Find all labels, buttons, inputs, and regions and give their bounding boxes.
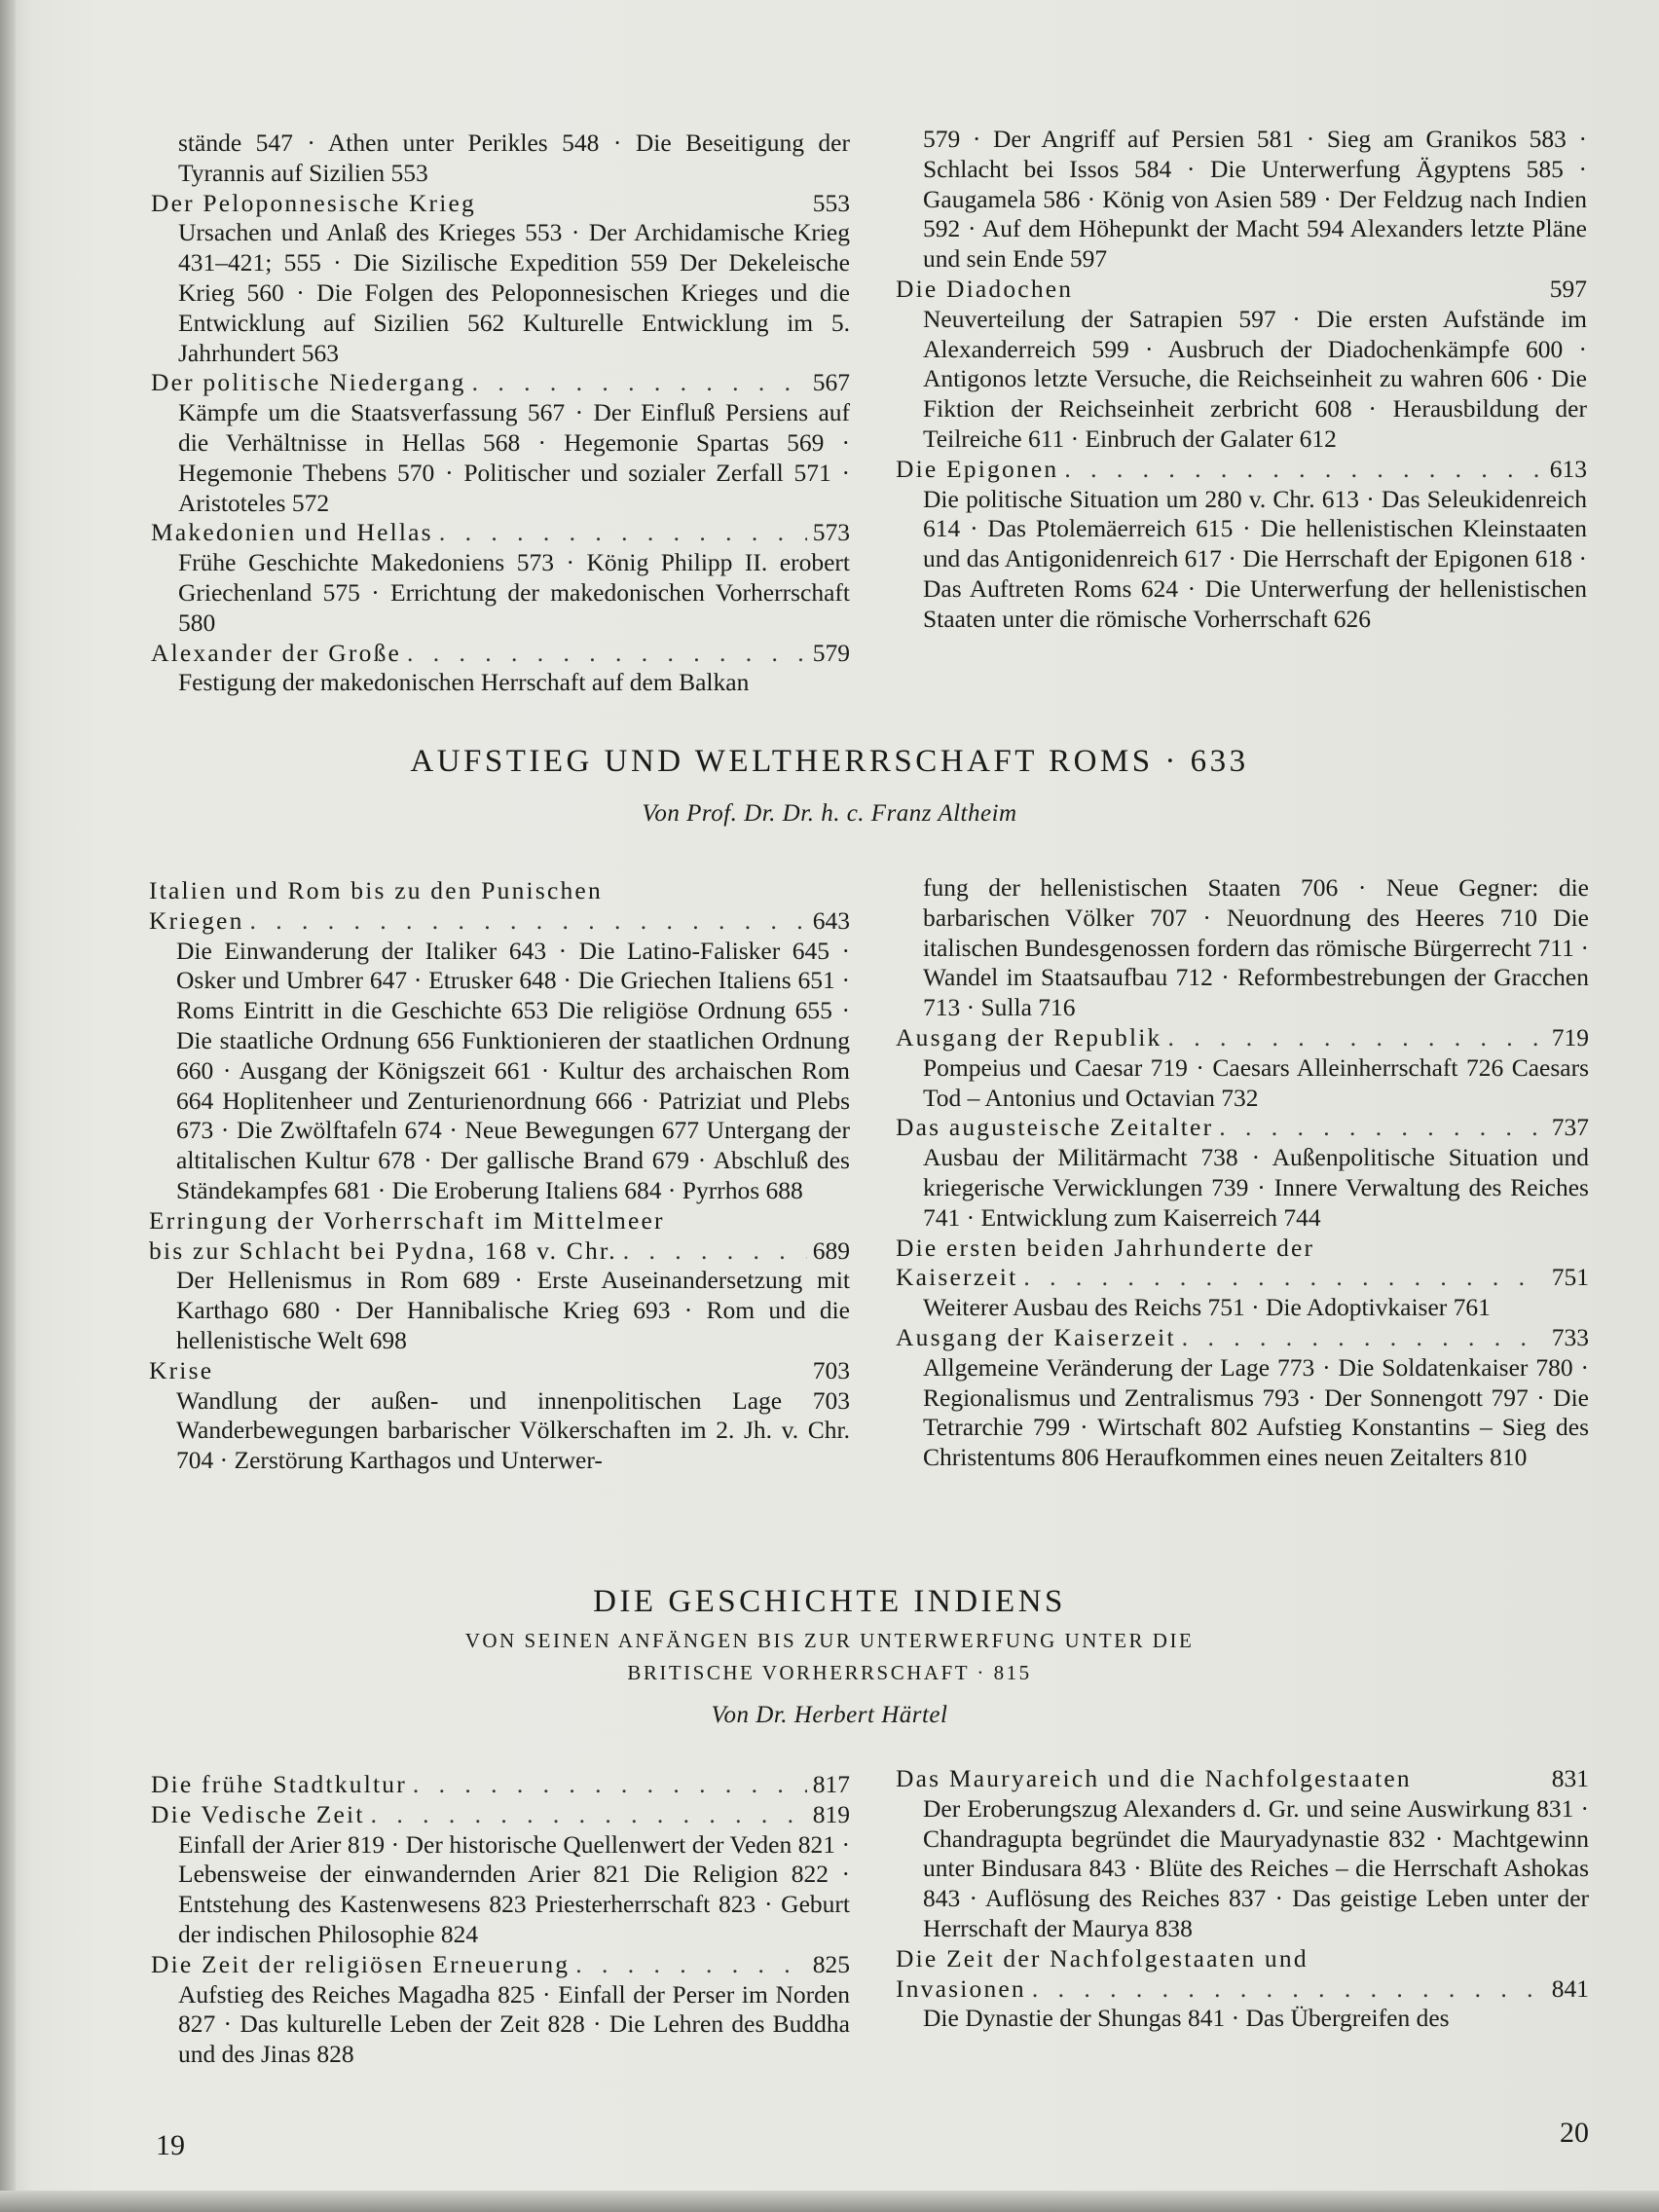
toc-entry-title: Alexander der Große — [151, 638, 402, 667]
toc-entry — [151, 189, 850, 369]
toc-entry-page: 831 — [1551, 1764, 1589, 1792]
toc-entry — [151, 1800, 850, 1950]
toc-entry-heading — [151, 189, 850, 219]
toc-entry-heading — [896, 275, 1587, 305]
toc-entry-page: 817 — [812, 1770, 850, 1798]
dot-leader — [472, 368, 807, 398]
toc-entry-heading — [151, 368, 850, 398]
toc-entry — [896, 275, 1587, 455]
dot-leader — [407, 639, 807, 669]
toc-entry-page: 703 — [812, 1355, 850, 1384]
toc-entry-page: 689 — [812, 1235, 850, 1265]
toc-entry-title: Die frühe Stadtkultur — [151, 1770, 407, 1798]
toc-entry-title-line: Die ersten beiden Jahrhunderte der — [896, 1233, 1315, 1262]
toc-entry — [149, 876, 850, 1206]
toc-entry — [896, 1113, 1589, 1233]
toc-entry — [896, 1944, 1589, 2034]
toc-entry-title: bis zur Schlacht bei Pydna, 168 v. Chr. — [149, 1235, 617, 1265]
toc-entry-page: 553 — [812, 188, 850, 217]
toc-entry-heading — [151, 518, 850, 548]
toc-entry-title-line: Italien und Rom bis zu den Punischen — [149, 876, 603, 904]
toc-entry — [151, 368, 850, 518]
toc-entry-heading — [149, 1356, 850, 1386]
toc-column-right-1 — [896, 125, 1587, 635]
toc-entry — [896, 1234, 1589, 1323]
toc-entry-page: 643 — [812, 905, 850, 935]
toc-entry-subtopics: Einfall der Arier 819 · Der historische Quellenwert der Veden 821 · Lebensweise der einwandernden Arier 821 Die Religion 822 · Entstehung des Kastenwesens 823 Priesterherrschaft 823 · Geburt der indischen Philosophie 824 — [178, 1829, 850, 1948]
section-title-rome: AUFSTIEG UND WELTHERRSCHAFT ROMS · 633 — [410, 744, 1249, 779]
section-author-rome: Von Prof. Dr. Dr. h. c. Franz Altheim — [642, 800, 1017, 827]
dot-leader — [623, 1236, 807, 1267]
toc-entry-subtopics: Pompeius und Caesar 719 · Caesars Alleinherrschaft 726 Caesars Tod – Antonius und Octavian 732 — [923, 1052, 1589, 1112]
dot-leader — [1182, 1323, 1546, 1353]
toc-entry — [149, 1356, 850, 1476]
page-number-right: 20 — [1560, 2117, 1589, 2149]
toc-entry-title: Ausgang der Republik — [896, 1022, 1162, 1051]
toc-entry — [151, 518, 850, 638]
toc-entry-page: 719 — [1551, 1022, 1589, 1051]
toc-entry-title: Kriegen — [149, 905, 244, 935]
toc-entry-subtopics: fung der hellenistischen Staaten 706 · Neue Gegner: die barbarischen Völker 707 · Neuordnung des Heeres 710 Die italischen Bundesgenossen fordern das römische Bürgerrecht 711 · Wandel im Staatsaufbau 712 · Reformbestrebungen der Gracchen 713 · Sulla 716 — [923, 873, 1589, 1022]
toc-entry-page: 825 — [812, 1949, 850, 1978]
dot-leader — [1219, 1113, 1545, 1143]
page-number-left: 19 — [156, 2129, 185, 2161]
toc-entry — [896, 1764, 1589, 1944]
toc-entry — [896, 455, 1587, 635]
toc-entry-title: Die Diadochen — [896, 274, 1074, 303]
toc-entry-heading — [149, 906, 850, 937]
toc-column-left-1 — [151, 129, 850, 698]
toc-entry-title: Der Peloponnesische Krieg — [151, 188, 477, 217]
toc-entry — [149, 1206, 850, 1356]
toc-entry-subtopics: Ursachen und Anlaß des Krieges 553 · Der Archidamische Krieg 431–421; 555 · Die Sizilische Expedition 559 Der Dekeleische Krieg 560 · Die Folgen des Peloponnesischen Krieges und die Entwicklung auf Sizilien 562 Kulturelle Entwicklung im 5. Jahrhundert 563 — [178, 218, 850, 367]
toc-entry-title: Der politische Niedergang — [151, 368, 466, 397]
toc-entry-subtopics: Allgemeine Veränderung der Lage 773 · Die Soldatenkaiser 780 · Regionalismus und Zentralismus 793 · Der Sonnengott 797 · Die Tetrarchie 799 · Wirtschaft 802 Aufstieg Konstantins – Sieg des Christentums 806 Heraufkommen eines neuen Zeitalters 810 — [923, 1352, 1589, 1472]
toc-entry-title: Die Zeit der religiösen Erneuerung — [151, 1949, 571, 1978]
toc-entry — [896, 1023, 1589, 1113]
toc-entry-title: Das Mauryareich und die Nachfolgestaaten — [896, 1764, 1412, 1792]
toc-entry-page: 573 — [812, 518, 850, 547]
toc-entry-page: 737 — [1551, 1113, 1589, 1142]
toc-entry-subtopics: Die Dynastie der Shungas 841 · Das Übergreifen des — [923, 2004, 1450, 2033]
toc-entry-subtopics: Kämpfe um die Staatsverfassung 567 · Der Einfluß Persiens auf die Verhältnisse in Hellas 568 · Hegemonie Spartas 569 · Hegemonie Thebens 570 · Politischer und sozialer Zerfall 571 · Aristoteles 572 — [178, 398, 850, 517]
toc-entry-title: Das augusteische Zeitalter — [896, 1113, 1214, 1142]
dot-leader — [250, 906, 807, 937]
toc-entry-subtopics: Neuverteilung der Satrapien 597 · Die ersten Aufstände im Alexanderreich 599 · Ausbruch der Diadochenkämpfe 600 · Antigonos letzte Versuche, die Reichseinheit zu wahren 606 · Die Fiktion der Reichseinheit zerbricht 608 · Herausbildung der Teilreiche 611 · Einbruch der Galater 612 — [923, 304, 1587, 453]
toc-entry-page: 567 — [812, 368, 850, 397]
toc-entry-heading — [896, 455, 1587, 485]
toc-entry-heading — [149, 1236, 850, 1267]
toc-entry-title: Invasionen — [896, 1973, 1026, 2003]
dot-leader — [1023, 1263, 1545, 1293]
toc-entry-subtopics: Festigung der makedonischen Herrschaft auf dem Balkan — [178, 668, 750, 697]
toc-entry-page: 579 — [812, 638, 850, 667]
toc-column-left-3 — [151, 1770, 850, 2070]
toc-entry-heading — [151, 639, 850, 669]
toc-column-right-2 — [896, 873, 1589, 1473]
toc-entry-subtopics: Aufstieg des Reiches Magadha 825 · Einfall der Perser im Norden 827 · Das kulturelle Leben der Zeit 828 · Die Lehren des Buddha und des Jinas 828 — [178, 1979, 850, 2069]
toc-entry-heading — [151, 1800, 850, 1830]
toc-entry-page: 613 — [1549, 454, 1587, 483]
toc-entry-heading — [896, 1113, 1589, 1143]
toc-entry-title: Makedonien und Hellas — [151, 518, 433, 547]
dot-leader — [371, 1800, 807, 1830]
dot-leader — [439, 518, 807, 548]
toc-entry-subtopics: Der Eroberungszug Alexanders d. Gr. und seine Auswirkung 831 · Chandragupta begründet die Mauryadynastie 832 · Machtgewinn unter Bindusara 843 · Blüte des Reiches – die Herrschaft Ashokas 843 · Auflösung des Reiches 837 · Das geistige Leben unter der Herrschaft der Maurya 838 — [923, 1793, 1589, 1942]
page-bottom-shadow — [0, 2191, 1659, 2212]
toc-entry-title: Krise — [149, 1355, 214, 1384]
page-edge — [0, 0, 16, 2212]
toc-entry-subtopics: Der Hellenismus in Rom 689 · Erste Auseinandersetzung mit Karthago 680 · Der Hannibalische Krieg 693 · Rom und die hellenistische Welt 698 — [176, 1266, 850, 1354]
toc-entry — [151, 129, 850, 189]
toc-entry-page: 733 — [1551, 1322, 1589, 1351]
toc-entry-heading — [896, 1023, 1589, 1053]
toc-entry-subtopics: 579 · Der Angriff auf Persien 581 · Sieg am Granikos 583 · Schlacht bei Issos 584 · Die Unterwerfung Ägyptens 585 · Gaugamela 586 · König von Asien 589 · Der Feldzug nach Indien 592 · Auf dem Höhepunkt der Macht 594 Alexanders letzte Pläne und sein Ende 597 — [923, 125, 1587, 274]
dot-leader — [1032, 1974, 1546, 2005]
dot-leader — [575, 1950, 807, 1980]
dot-leader — [1064, 455, 1543, 485]
toc-entry-title: Die Vedische Zeit — [151, 1799, 365, 1828]
toc-entry — [896, 125, 1587, 275]
toc-entry — [151, 1950, 850, 2070]
section-title-india: DIE GESCHICHTE INDIENS — [593, 1584, 1066, 1619]
dot-leader — [413, 1770, 807, 1800]
toc-entry-page: 751 — [1551, 1263, 1589, 1292]
toc-entry-heading — [151, 1950, 850, 1980]
toc-entry-title-line: Die Zeit der Nachfolgestaaten und — [896, 1943, 1309, 1972]
toc-entry-subtopics: Wandlung der außen- und innenpolitischen Lage 703 Wanderbewegungen barbarischer Völkerschaften im 2. Jh. v. Chr. 704 · Zerstörung Karthagos und Unterwer- — [176, 1385, 850, 1475]
toc-entry-page: 819 — [812, 1799, 850, 1828]
toc-entry-title: Die Epigonen — [896, 454, 1059, 483]
toc-entry-heading — [896, 1323, 1589, 1353]
section-subtitle-india-2: BRITISCHE VORHERRSCHAFT · 815 — [627, 1661, 1032, 1684]
toc-entry — [896, 873, 1589, 1023]
toc-entry-page: 597 — [1549, 274, 1587, 303]
toc-entry-heading — [896, 1764, 1589, 1794]
toc-entry-title: Ausgang der Kaiserzeit — [896, 1322, 1176, 1351]
toc-entry-subtopics: Die Einwanderung der Italiker 643 · Die Latino-Falisker 645 · Osker und Umbrer 647 · Etrusker 648 · Die Griechen Italiens 651 · Roms Eintritt in die Geschichte 653 Die religiöse Ordnung 655 · Die staatliche Ordnung 656 Funktionieren der staatlichen Ordnung 660 · Ausgang der Königszeit 661 · Kultur des archaischen Rom 664 Hoplitenheer und Zenturienordnung 666 · Patriziat und Plebs 673 · Die Zwölftafeln 674 · Neue Bewegungen 677 Untergang der altitalischen Kultur 678 · Der gallische Brand 679 · Abschluß des Ständekampfes 681 · Die Eroberung Italiens 684 · Pyrrhos 688 — [176, 936, 850, 1204]
toc-entry — [151, 1770, 850, 1800]
dot-leader — [1167, 1023, 1545, 1053]
toc-entry — [151, 639, 850, 699]
toc-entry-subtopics: Die politische Situation um 280 v. Chr. 613 · Das Seleukidenreich 614 · Das Ptolemäerreich 615 · Die hellenistischen Kleinstaaten und das Antigonidenreich 617 · Die Herrschaft der Epigonen 618 · Das Auftreten Roms 624 · Die Unterwerfung der hellenistischen Staaten unter die römische Vorherrschaft 626 — [923, 484, 1587, 633]
toc-entry-heading — [896, 1974, 1589, 2005]
toc-column-right-3 — [896, 1764, 1589, 2034]
toc-entry-subtopics: stände 547 · Athen unter Perikles 548 · Die Beseitigung der Tyrannis auf Sizilien 553 — [178, 129, 850, 187]
toc-entry-title-line: Erringung der Vorherrschaft im Mittelmeer — [149, 1205, 665, 1235]
toc-entry-subtopics: Weiterer Ausbau des Reichs 751 · Die Adoptivkaiser 761 — [923, 1293, 1491, 1322]
toc-entry-title: Kaiserzeit — [896, 1263, 1018, 1292]
toc-column-left-2 — [149, 876, 850, 1476]
toc-entry-subtopics: Ausbau der Militärmacht 738 · Außenpolitische Situation und kriegerische Verwicklungen 739 · Innere Verwaltung des Reiches 741 · Entwicklung zum Kaiserreich 744 — [923, 1143, 1589, 1232]
toc-entry-heading — [151, 1770, 850, 1800]
section-subtitle-india-1: VON SEINEN ANFÄNGEN BIS ZUR UNTERWERFUNG UNTER DIE — [464, 1629, 1195, 1652]
toc-entry — [896, 1323, 1589, 1473]
toc-entry-subtopics: Frühe Geschichte Makedoniens 573 · König Philipp II. erobert Griechenland 575 · Errichtung der makedonischen Vorherrschaft 580 — [178, 548, 850, 637]
toc-entry-page: 841 — [1551, 1973, 1589, 2003]
toc-entry-heading — [896, 1263, 1589, 1293]
section-author-india: Von Dr. Herbert Härtel — [711, 1702, 948, 1728]
